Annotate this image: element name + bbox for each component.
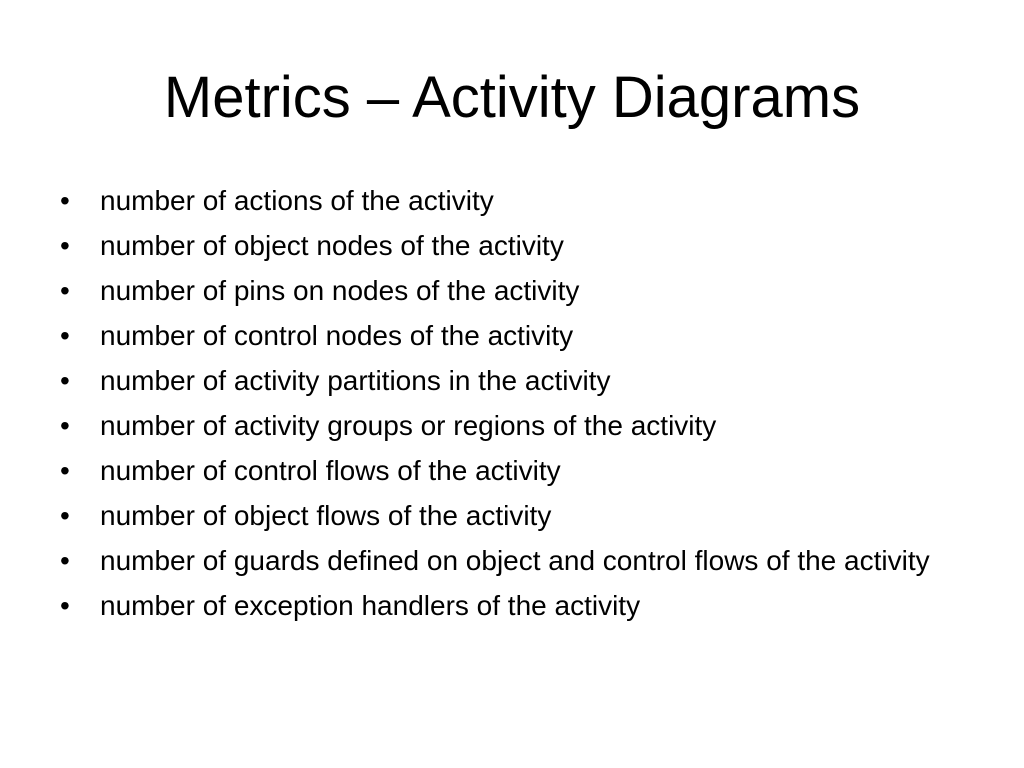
slide-title: Metrics – Activity Diagrams	[163, 65, 861, 130]
bullet-icon: •	[60, 545, 70, 576]
bullet-icon: •	[60, 275, 70, 306]
bullet-icon: •	[60, 590, 70, 621]
bullet-text: number of exception handlers of the activity	[100, 590, 641, 621]
bullet-item-partitions	[56, 362, 956, 399]
bullet-list	[56, 182, 956, 632]
bullet-item-actions	[56, 182, 956, 219]
bullet-item-guards	[56, 542, 956, 579]
bullet-item-exception-handlers	[56, 587, 956, 624]
bullet-icon: •	[60, 500, 70, 531]
bullet-item-pins	[56, 272, 956, 309]
bullet-icon: •	[60, 320, 70, 351]
bullet-icon: •	[60, 410, 70, 441]
bullet-text: number of actions of the activity	[100, 185, 494, 216]
bullet-text: number of control nodes of the activity	[100, 320, 574, 351]
bullet-text: number of pins on nodes of the activity	[100, 275, 580, 306]
bullet-text: number of object nodes of the activity	[100, 230, 564, 261]
bullet-text: number of activity groups or regions of the activity	[100, 410, 717, 441]
bullet-item-control-nodes	[56, 317, 956, 354]
bullet-icon: •	[60, 185, 70, 216]
bullet-item-control-flows	[56, 452, 956, 489]
bullet-icon: •	[60, 365, 70, 396]
bullet-item-groups-regions	[56, 407, 956, 444]
bullet-text: number of control flows of the activity	[100, 455, 561, 486]
bullet-text: number of activity partitions in the activity	[100, 365, 611, 396]
bullet-text: number of object flows of the activity	[100, 500, 552, 531]
bullet-text: number of guards defined on object and control flows of the activity	[100, 545, 930, 576]
bullet-icon: •	[60, 455, 70, 486]
bullet-item-object-nodes	[56, 227, 956, 264]
bullet-item-object-flows	[56, 497, 956, 534]
bullet-icon: •	[60, 230, 70, 261]
